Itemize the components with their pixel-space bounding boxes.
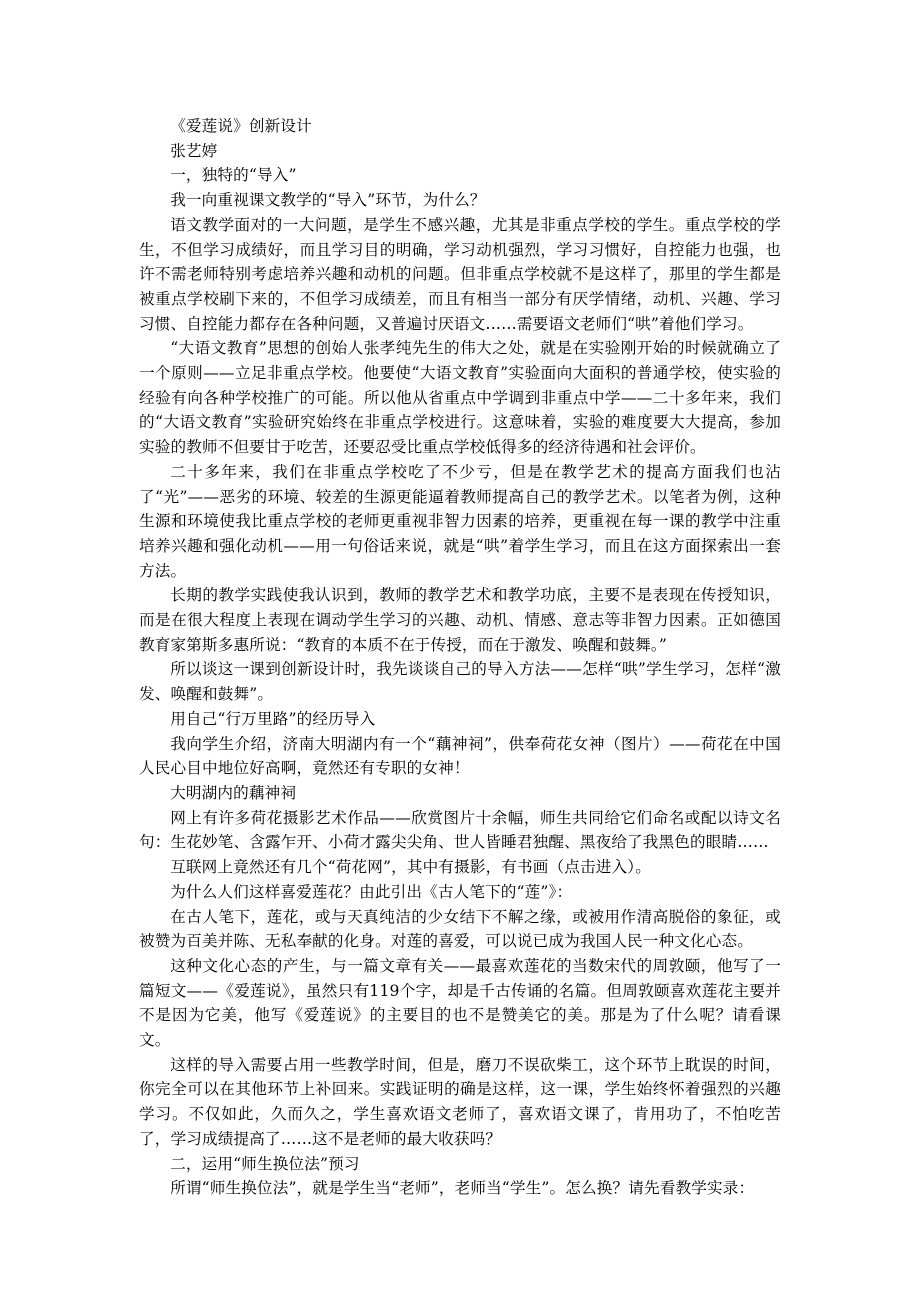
paragraph: 网上有许多荷花摄影艺术作品——欣赏图片十余幅，师生共同给它们命名或配以诗文名句：生花妙笔、含露乍开、小荷才露尖尖角、世人皆睡君独醒、黑夜给了我黑色的眼睛…… [139,808,781,852]
paragraph: 所谓“师生换位法”，就是学生当“老师”，老师当“学生”。怎么换？请先看教学实录： [170,1179,755,1198]
document-title: 《爱莲说》创新设计 [170,117,312,135]
paragraph: 互联网上竟然还有几个“荷花网”，其中有摄影，有书画（点击进入）。 [170,858,651,877]
paragraph: “大语文教育”思想的创始人张孝纯先生的伟大之处，就是在实验刚开始的时候就确立了一个原则——立足非重点学校。他要使“大语文教育”实验面向大面积的普通学校，使实验的经验有向各种学校推广的可能。所以他从省重点中学调到非重点中学——二十多年来，我们的“大语文教育”实验研究始终在非重点学校进行。这意味着，实验的难度要大大提高，参加实验的教师不但要甘于吃苦，还要忍受比重点学校低得多的经济待遇和社会评价。 [139,339,781,457]
paragraph: 语文教学面对的一大问题，是学生不感兴趣，尤其是非重点学校的学生。重点学校的学生，不但学习成绩好，而且学习目的明确，学习动机强烈，学习习惯好，自控能力也强，也许不需老师特别考虑培养兴趣和动机的问题。但非重点学校就不是这样了，那里的学生都是被重点学校刷下来的，不但学习成绩差，而且有相当一部分有厌学情绪，动机、兴趣、学习习惯、自控能力都存在各种问题，又普遍讨厌语文……需要语文老师们“哄”着他们学习。 [139,215,781,333]
paragraph: 我向学生介绍，济南大明湖内有一个“藕神祠”，供奉荷花女神（图片）——荷花在中国人民心目中地位好高啊，竟然还有专职的女神！ [139,734,781,778]
section-heading: 二，运用“师生换位法”预习 [170,1154,360,1173]
section-heading: 一，独特的“导入” [170,166,297,185]
paragraph: 在古人笔下，莲花，或与天真纯洁的少女结下不解之缘，或被用作清高脱俗的象征，或被赞为百美并陈、无私奉献的化身。对莲的喜爱，可以说已成为我国人民一种文化心态。 [139,907,781,951]
paragraph: 所以谈这一课到创新设计时，我先谈谈自己的导入方法——怎样“哄”学生学习，怎样“激发、唤醒和鼓舞”。 [139,660,781,704]
paragraph: 二十多年来，我们在非重点学校吃了不少亏，但是在教学艺术的提高方面我们也沾了“光”——恶劣的环境、较差的生源更能逼着教师提高自己的教学艺术。以笔者为例，这种生源和环境使我比重点学校的老师更重视非智力因素的培养，更重视在每一课的教学中注重培养兴趣和强化动机——用一句俗话来说，就是“哄”着学生学习，而且在这方面探索出一套方法。 [139,462,781,580]
paragraph: 这样的导入需要占用一些教学时间，但是，磨刀不误砍柴工，这个环节上耽误的时间，你完全可以在其他环节上补回来。实践证明的确是这样，这一课，学生始终怀着强烈的兴趣学习。不仅如此，久而久之，学生喜欢语文老师了，喜欢语文课了，肯用功了，不怕吃苦了，学习成绩提高了……这不是老师的最大收获吗？ [139,1055,781,1148]
subheading: 用自己“行万里路”的经历导入 [170,709,376,728]
paragraph: 这种文化心态的产生，与一篇文章有关——最喜欢莲花的当数宋代的周敦颐，他写了一篇短文——《爱莲说》，虽然只有119个字，却是千古传诵的名篇。但周敦颐喜欢莲花主要并不是因为它美，他写《爱莲说》的主要目的也不是赞美它的美。那是为了什么呢？请看课文。 [139,956,781,1050]
paragraph: 长期的教学实践使我认识到，教师的教学艺术和教学功底，主要不是表现在传授知识，而是在很大程度上表现在调动学生学习的兴趣、动机、情感、意志等非智力因素。正如德国教育家第斯多惠所说：“教育的本质不在于传授，而在于激发、唤醒和鼓舞。” [139,586,781,654]
image-caption: 大明湖内的藕神祠 [170,783,297,802]
document-author: 张艺婷 [170,141,218,160]
paragraph: 为什么人们这样喜爱莲花？由此引出《古人笔下的“莲”》： [170,882,573,901]
paragraph: 我一向重视课文教学的“导入”环节，为什么？ [170,191,486,210]
